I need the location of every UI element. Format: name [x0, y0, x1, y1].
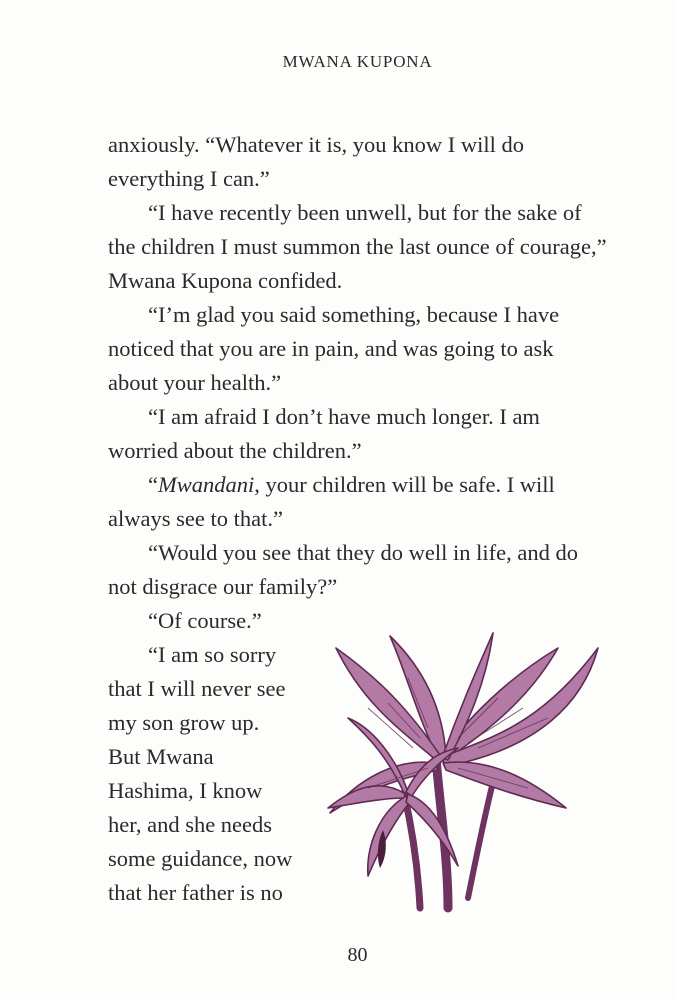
- paragraph-5-open-quote: “: [148, 472, 158, 497]
- running-head: MWANA KUPONA: [282, 52, 433, 71]
- mwandani-italic: Mwandani: [158, 472, 255, 497]
- paragraph-7: “Of course.”: [148, 608, 262, 633]
- text-line: her, and she needs: [108, 812, 273, 837]
- paragraph-5-rest: , your children will be safe. I will always see to that.”: [108, 472, 555, 531]
- paragraph-3: “I’m glad you said something, because I have noticed that you are in pain, and was going to ask about your health.”: [108, 302, 560, 395]
- text-line: But Mwana: [108, 744, 214, 769]
- text-line: that I will never see: [108, 676, 286, 701]
- paragraph-5: [108, 468, 608, 536]
- paragraph-8-wrapped: [108, 638, 328, 910]
- paragraph-4: “I am afraid I don’t have much longer. I am worried about the children.”: [108, 404, 540, 463]
- paragraph-2: “I have recently been unwell, but for the sake of the children I must summon the last ounce of courage,” Mwana Kupona confided.: [108, 200, 607, 293]
- text-line: that her father is no: [108, 880, 283, 905]
- text-line: Hashima, I know: [108, 778, 263, 803]
- text-line: “I am so sorry: [148, 642, 277, 667]
- palm-trees-illustration: [308, 608, 608, 920]
- page-number: 80: [347, 944, 368, 966]
- text-line: some guidance, now: [108, 846, 293, 871]
- paragraph-1: anxiously. “Whatever it is, you know I will do everything I can.”: [108, 132, 524, 191]
- paragraph-6: “Would you see that they do well in life, and do not disgrace our family?”: [108, 540, 578, 599]
- text-line: my son grow up.: [108, 710, 260, 735]
